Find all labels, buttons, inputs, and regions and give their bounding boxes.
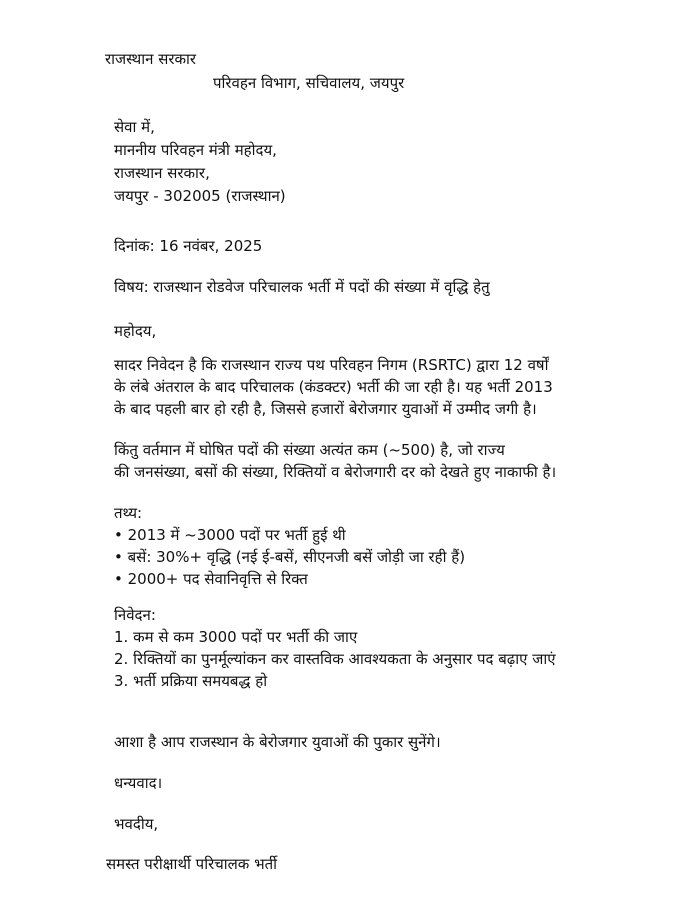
recipient-line: राजस्थान सरकार, — [114, 164, 210, 182]
fact-item: • 2000+ पद सेवानिवृत्ति से रिक्त — [114, 570, 308, 588]
header-org: राजस्थान सरकार — [105, 50, 197, 68]
recipient-address — [114, 116, 286, 208]
letter-subject: विषय: राजस्थान रोडवेज परिचालक भर्ती में पदों की संख्या में वृद्धि हेतु — [114, 278, 490, 296]
recipient-line: जयपुर - 302005 (राजस्थान) — [114, 187, 286, 205]
paragraph-line: किंतु वर्तमान में घोषित पदों की संख्या अत्यंत कम (~500) है, जो राज्य — [114, 441, 505, 459]
paragraph-line: सादर निवेदन है कि राजस्थान राज्य पथ परिवहन निगम (RSRTC) द्वारा 12 वर्षों — [114, 356, 549, 374]
fact-item: • 2013 में ~3000 पदों पर भर्ती हुई थी — [114, 526, 346, 544]
recipient-line: माननीय परिवहन मंत्री महोदय, — [114, 141, 277, 159]
request-item: 1. कम से कम 3000 पदों पर भर्ती की जाए — [114, 628, 358, 646]
closing-yours: भवदीय, — [114, 815, 159, 833]
paragraph-line: के बाद पहली बार हो रही है, जिससे हजारों बेरोजगार युवाओं में उम्मीद जगी है। — [114, 400, 537, 418]
request-item: 3. भर्ती प्रक्रिया समयबद्ध हो — [114, 672, 268, 690]
recipient-line: सेवा में, — [114, 118, 155, 136]
paragraph-line: के लंबे अंतराल के बाद परिचालक (कंडक्टर) भर्ती की जा रही है। यह भर्ती 2013 — [114, 378, 553, 396]
paragraph-intro — [114, 354, 553, 420]
requests-section — [114, 604, 556, 692]
salutation: महोदय, — [114, 322, 157, 340]
requests-heading: निवेदन: — [114, 606, 156, 624]
facts-heading: तथ्य: — [114, 504, 143, 522]
paragraph-concern — [114, 439, 556, 483]
closing-hope: आशा है आप राजस्थान के बेरोजगार युवाओं की पुकार सुनेंगे। — [114, 733, 441, 751]
fact-item: • बसें: 30%+ वृद्धि (नई ई-बसें, सीएनजी बसें जोड़ी जा रही हैं) — [114, 548, 466, 566]
signature: समस्त परीक्षार्थी परिचालक भर्ती — [106, 855, 278, 873]
request-item: 2. रिक्तियों का पुनर्मूल्यांकन कर वास्तविक आवश्यकता के अनुसार पद बढ़ाए जाएं — [114, 650, 556, 668]
closing-thanks: धन्यवाद। — [114, 774, 163, 792]
paragraph-line: की जनसंख्या, बसों की संख्या, रिक्तियों व बेरोजगारी दर को देखते हुए नाकाफी है। — [114, 463, 557, 481]
header-department: परिवहन विभाग, सचिवालय, जयपुर — [213, 74, 405, 92]
facts-section — [114, 502, 465, 590]
letter-date: दिनांक: 16 नवंबर, 2025 — [114, 237, 263, 255]
